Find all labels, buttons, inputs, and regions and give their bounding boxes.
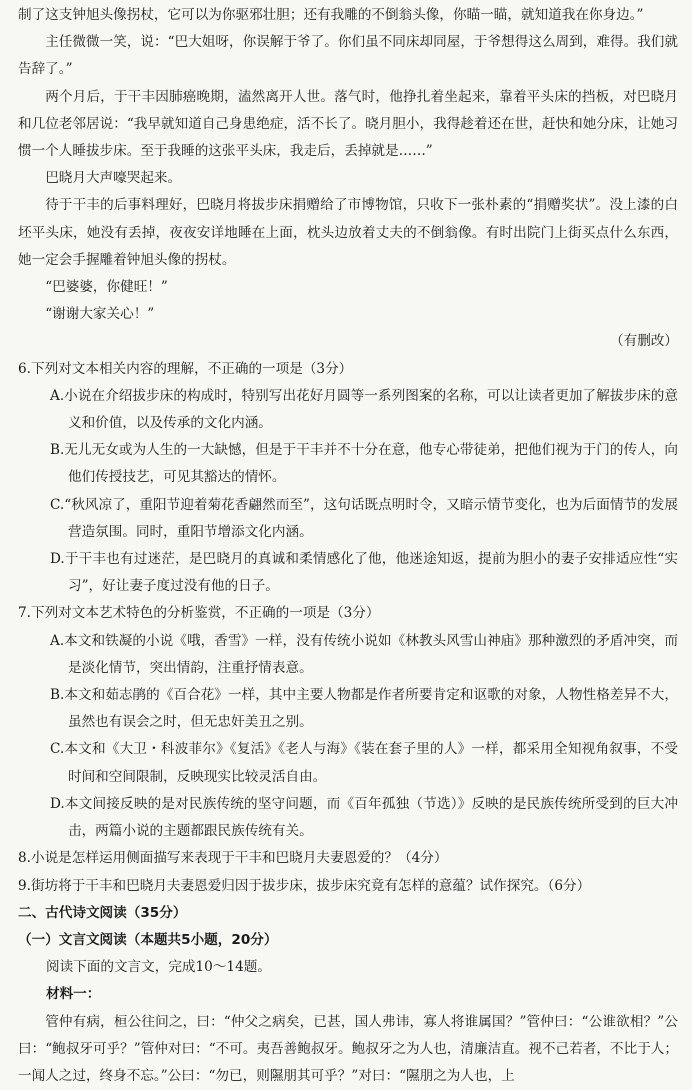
q6-option-d: D.于干丰也有过迷茫，是巴晓月的真诚和柔情感化了他，他迷途知返，提前为胆小的妻子安排适应性“实习”，好让妻子度过没有他的日子。	[50, 551, 678, 595]
material-text: 管仲有病，桓公往问之，曰：“仲父之病矣，已甚，国人弗讳，寡人将谁属国？”管仲曰：“公谁欲相？”公曰：“鲍叔牙可乎？”管仲对曰：“不可。夷吾善鲍叔牙。鲍叔牙之为人也，清廉洁直。视不己若者，不比于人；一闻人之过，终身不忘。”公曰：“勿已，则隰朋其可乎？”对曰：“隰朋之为人也，上	[18, 1013, 678, 1084]
question-9: 9.街坊将于干丰和巴晓月夫妻恩爱归因于拔步床，拔步床究竟有怎样的意蕴？试作探究。（6分）	[18, 877, 591, 894]
story-paragraph: 待于干丰的后事料理好，巴晓月将拔步床捐赠给了市博物馆，只收下一张朴素的“捐赠奖状”。没上漆的白坯平头床，她没有丢掉，夜夜安详地睡在上面，枕头边放着丈夫的不倒翁像。有时出院门上街买点什么东西，她一定会手握雕着钟旭头像的拐杖。	[18, 197, 678, 268]
q7-option-b: B.本文和茹志鹃的《百合花》一样，其中主要人物都是作者所要肯定和讴歌的对象，人物性格差异不大，虽然也有误会之时，但无忠奸美丑之别。	[50, 687, 678, 731]
question-6-stem: 6.下列对文本相关内容的理解，不正确的一项是（3分）	[18, 360, 353, 377]
story-paragraph: 巴晓月大声嚎哭起来。	[45, 170, 182, 187]
question-7-stem: 7.下列对文本艺术特色的分析鉴赏，不正确的一项是（3分）	[18, 605, 380, 622]
section-2-title: 二、古代诗文阅读（35分）	[18, 904, 187, 921]
material-label: 材料一：	[46, 986, 101, 1003]
q6-option-b: B.无儿无女或为人生的一大缺憾，但是于干丰并不十分在意，他专心带徒弟，把他们视为于门的传人，向他们传授技艺，可见其豁达的情怀。	[50, 442, 678, 486]
q7-option-d: D.本文间接反映的是对民族传统的坚守问题，而《百年孤独（节选）》反映的是民族传统所受到的巨大冲击，两篇小说的主题都跟民族传统有关。	[50, 795, 678, 840]
story-paragraph: 制了这支钟旭头像拐杖，它可以为你驱邪壮胆；还有我雕的不倒翁头像，你瞄一瞄，就知道我在你身边。”	[18, 7, 644, 23]
revision-note: （有删改）	[610, 333, 678, 350]
q6-option-a: A.小说在介绍拔步床的构成时，特别写出花好月圆等一系列图案的名称，可以让读者更加了解拔步床的意义和价值，以及传承的文化内涵。	[50, 387, 678, 432]
story-paragraph: 主任微微一笑，说：“巴大姐呀，你误解于爷了。你们虽不同床却同屋，于爷想得这么周到，难得。我们就告辞了。”	[18, 34, 678, 78]
story-paragraph: “谢谢大家关心！”	[45, 306, 155, 323]
q7-option-a: A.本文和铁凝的小说《哦，香雪》一样，没有传统小说如《林教头风雪山神庙》那种激烈的矛盾冲突，而是淡化情节，突出情韵，注重抒情表意。	[50, 632, 678, 676]
story-paragraph: 两个月后，于干丰因肺癌晚期，溘然离开人世。落气时，他挣扎着坐起来，靠着平头床的挡板，对巴晓月和几位老邻居说：“我早就知道自己身患绝症，活不长了。晓月胆小，我得趁着还在世，赶快和她分床，让她习惯一个人睡拔步床。至于我睡的这张平头床，我走后，丢掉就是……”	[18, 88, 678, 160]
question-8: 8.小说是怎样运用侧面描写来表现于干丰和巴晓月夫妻恩爱的？（4分）	[18, 850, 448, 867]
section-2-subtitle: （一）文言文阅读（本题共5小题，20分）	[18, 931, 278, 948]
story-paragraph: “巴婆婆，你健旺！”	[45, 279, 168, 296]
reading-instruction: 阅读下面的文言文，完成10～14题。	[46, 959, 271, 976]
q7-option-c: C.本文和《大卫・科波菲尔》《复活》《老人与海》《装在套子里的人》一样，都采用全知视角叙事，不受时间和空间限制，反映现实比较灵活自由。	[50, 741, 678, 785]
q6-option-c: C.“秋风凉了，重阳节迎着菊花香翩然而至”，这句话既点明时令，又暗示情节变化，也为后面情节的发展营造氛围。同时，重阳节增添文化内涵。	[50, 496, 678, 540]
